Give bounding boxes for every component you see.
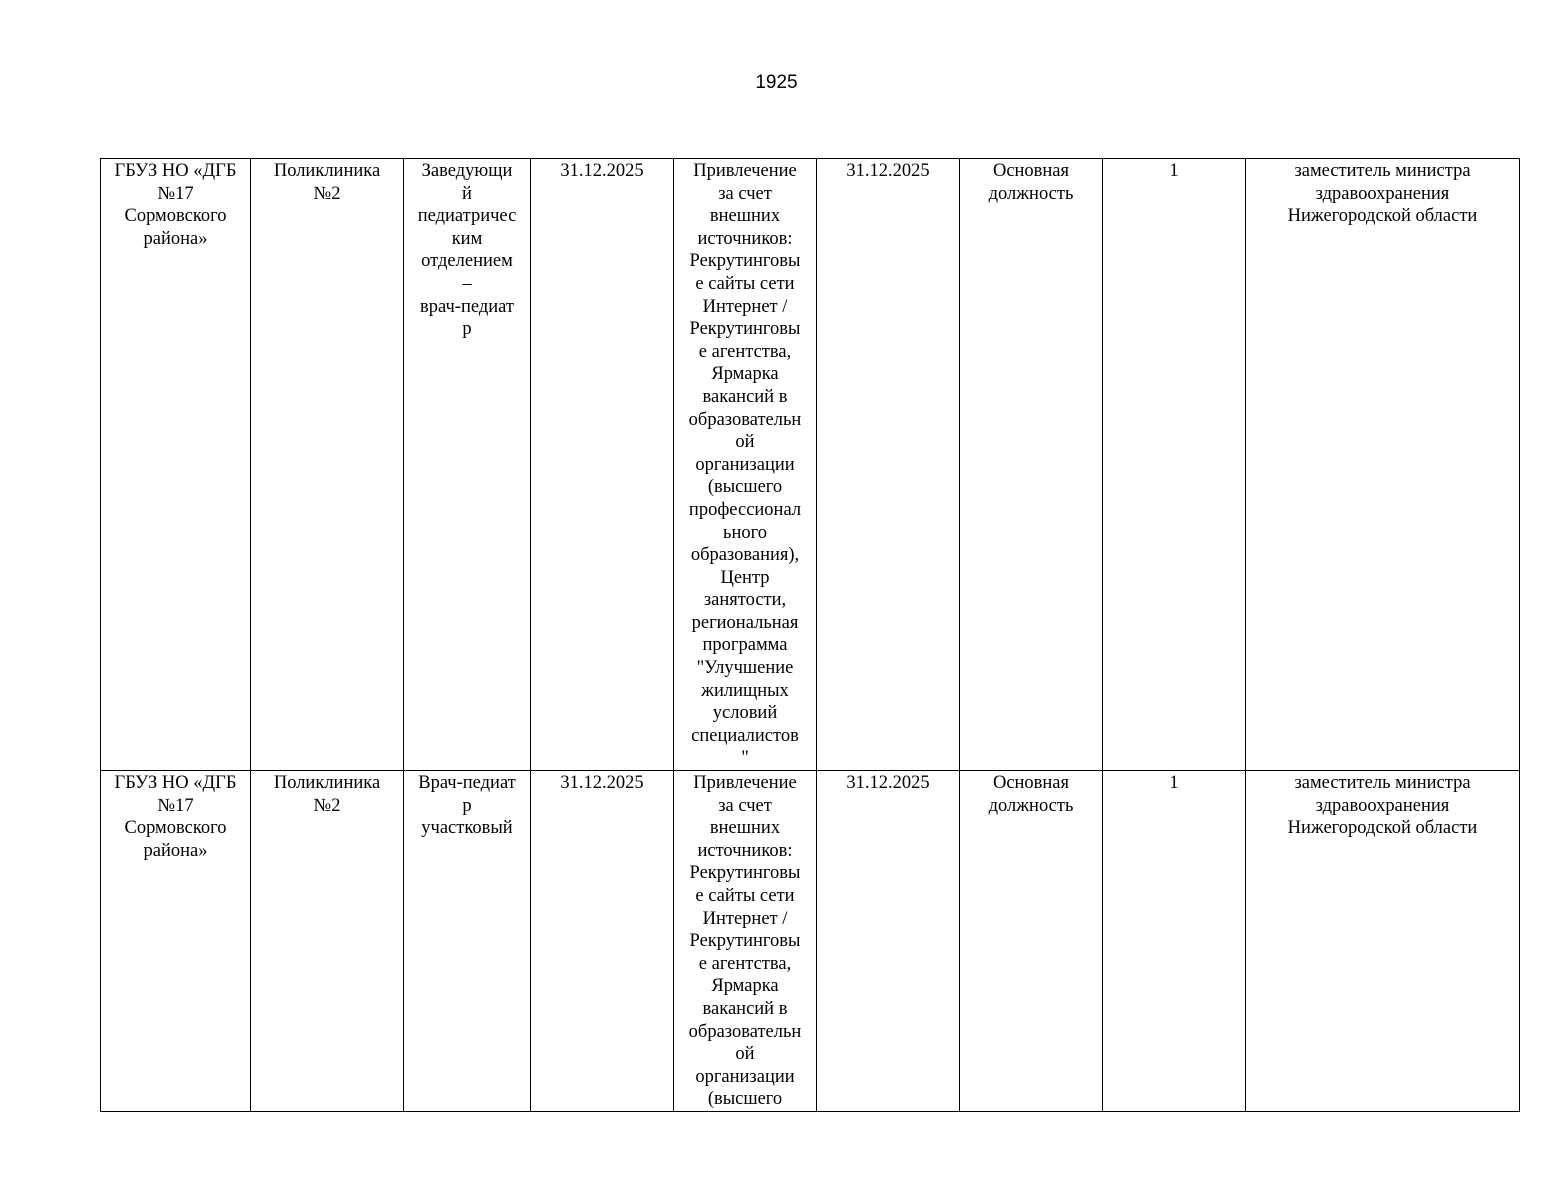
vacancy-table	[100, 158, 1520, 1112]
department-cell: Поликлиника №2	[251, 771, 404, 1112]
method-cell: Привлечение за счет внешних источников: Рекрутинговы е сайты сети Интернет / Рекрутинговы е агентства, Ярмарка вакансий в образовательн ой организации (высшего	[674, 771, 817, 1112]
date-cell: 31.12.2025	[531, 159, 674, 771]
count-cell: 1	[1103, 771, 1246, 1112]
position-cell: Врач-педиат р участковый	[404, 771, 531, 1112]
table-row	[101, 159, 1520, 771]
department-cell: Поликлиника №2	[251, 159, 404, 771]
date-cell: 31.12.2025	[817, 771, 960, 1112]
date-cell: 31.12.2025	[817, 159, 960, 771]
position-cell: Заведующи й педиатричес ким отделением – врач-педиат р	[404, 159, 531, 771]
institution-cell: ГБУЗ НО «ДГБ №17 Сормовского района»	[101, 159, 251, 771]
count-cell: 1	[1103, 159, 1246, 771]
position-type-cell: Основная должность	[960, 159, 1103, 771]
method-cell: Привлечение за счет внешних источников: Рекрутинговы е сайты сети Интернет / Рекрутинговы е агентства, Ярмарка вакансий в образовательн ой организации (высшего профессионал ьного образования), Центр занятости, региональная программа "Улучшение жилищных условий специалистов "	[674, 159, 817, 771]
date-cell: 31.12.2025	[531, 771, 674, 1112]
responsible-cell: заместитель министра здравоохранения Нижегородской области	[1246, 159, 1520, 771]
position-type-cell: Основная должность	[960, 771, 1103, 1112]
institution-cell: ГБУЗ НО «ДГБ №17 Сормовского района»	[101, 771, 251, 1112]
page-number: 1925	[755, 72, 798, 93]
responsible-cell: заместитель министра здравоохранения Нижегородской области	[1246, 771, 1520, 1112]
table-row	[101, 771, 1520, 1112]
